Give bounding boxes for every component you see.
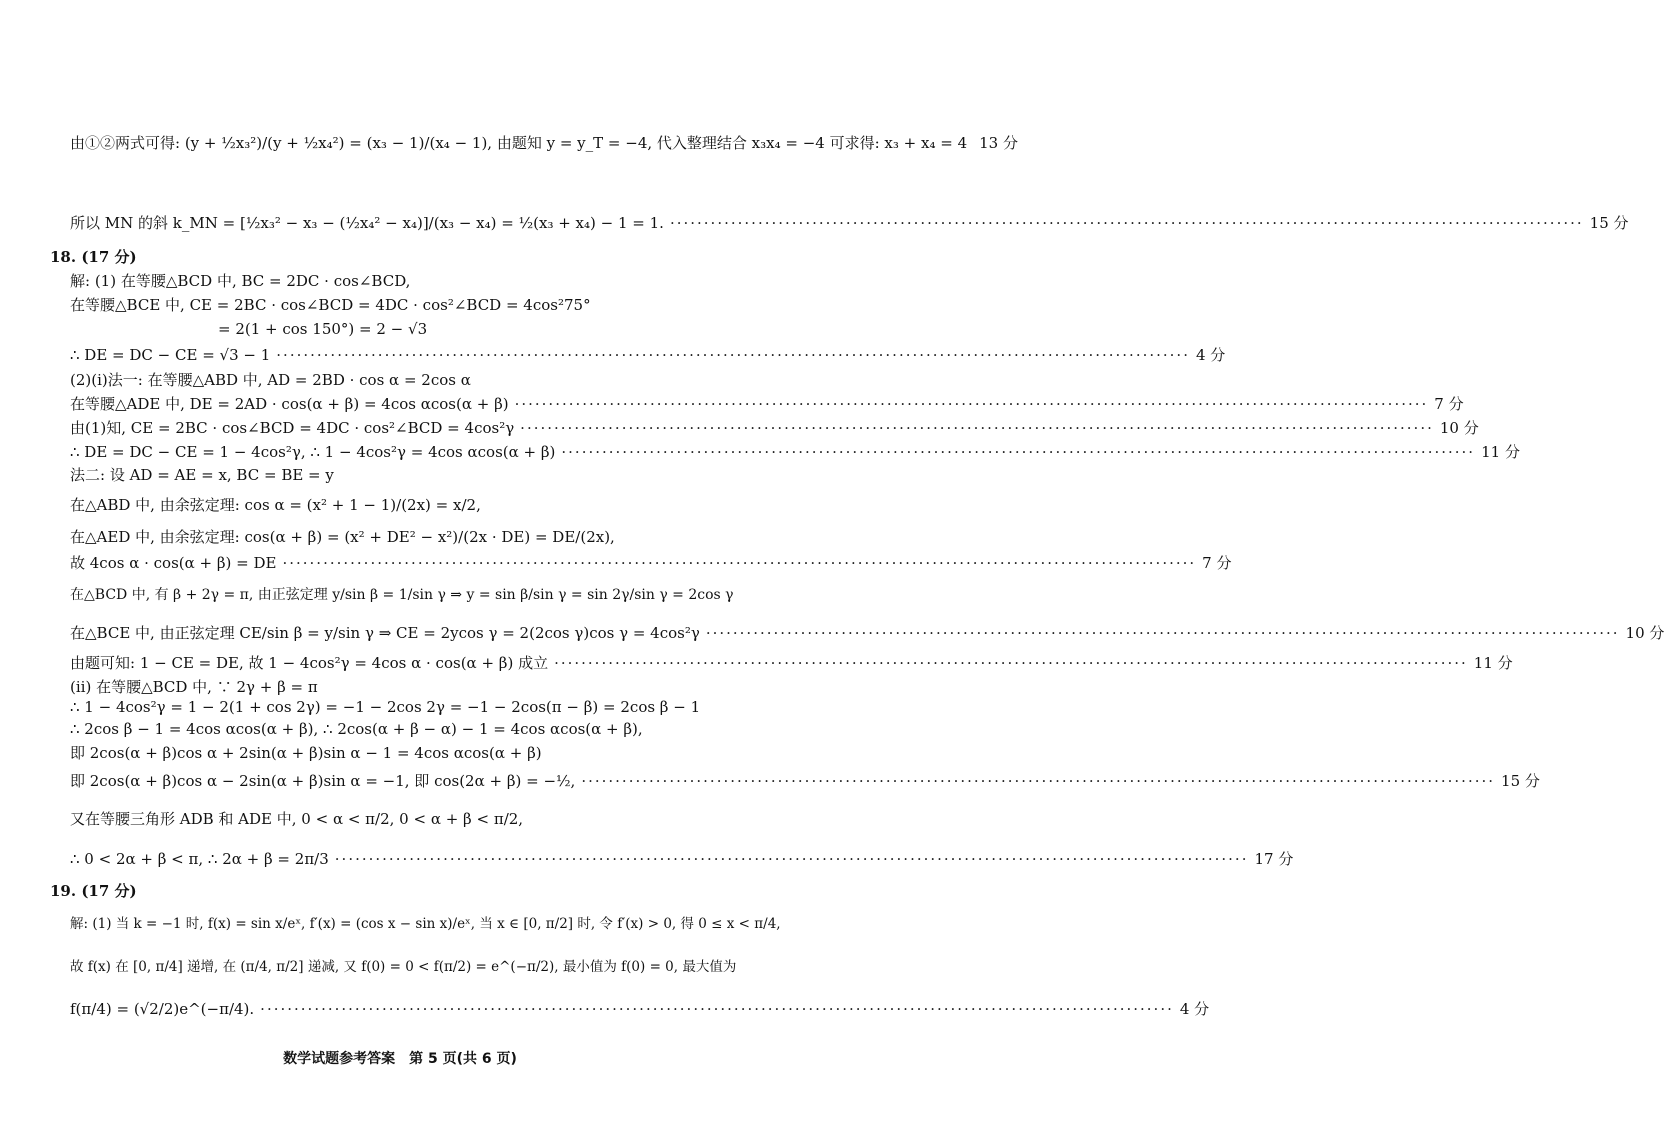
- leader-dots: [554, 654, 1468, 672]
- leader-dots: [561, 443, 1475, 461]
- line-29: f(π/4) = (√2/2)e^(−π/4). ····· 4 分: [70, 998, 756, 1019]
- leader-dots: [276, 346, 1190, 364]
- page-footer: 数学试题参考答案 第 5 页(共 6 页): [283, 1051, 517, 1067]
- line-4: 解: (1) 在等腰△BCD 中, BC = 2DC · cos∠BCD,: [70, 272, 411, 290]
- line-19: (ⅱ) 在等腰△BCD 中, ∵ 2γ + β = π: [70, 678, 318, 696]
- line-18: 由题可知: 1 − CE = DE, 故 1 − 4cos²γ = 4cos α · cos(α + β) 成立 ····· 11 分: [70, 652, 756, 673]
- line-20: ∴ 1 − 4cos²γ = 1 − 2(1 + cos 2γ) = −1 − 2cos 2γ = −1 − 2cos(π − β) = 2cos β − 1: [70, 698, 701, 716]
- line-17: 在△BCE 中, 由正弦定理 CE/sin β = y/sin γ ⇒ CE = 2ycos γ = 2(2cos γ)cos γ = 4cos²γ ····· 10 分: [70, 622, 756, 643]
- line-22: 即 2cos(α + β)cos α + 2sin(α + β)sin α − 1 = 4cos αcos(α + β): [70, 744, 542, 762]
- line-25: ∴ 0 < 2α + β < π, ∴ 2α + β = 2π/3 ····· 17 分: [70, 848, 756, 869]
- question-18-header: 18. (17 分): [50, 248, 137, 266]
- line-9: 在等腰△ADE 中, DE = 2AD · cos(α + β) = 4cos αcos(α + β) ····· 7 分: [70, 393, 756, 414]
- leader-dots: [520, 419, 1434, 437]
- leader-dots: [282, 554, 1196, 572]
- leader-dots: [515, 395, 1429, 413]
- line-21: ∴ 2cos β − 1 = 4cos αcos(α + β), ∴ 2cos(α + β − α) − 1 = 4cos αcos(α + β),: [70, 720, 643, 738]
- leader-dots: [706, 624, 1620, 642]
- line-7: ∴ DE = DC − CE = √3 − 1 ····· 4 分: [70, 344, 756, 365]
- line-16: 在△BCD 中, 有 β + 2γ = π, 由正弦定理 y/sin β = 1/sin γ ⇒ y = sin β/sin γ = sin 2γ/sin γ = 2cos γ: [70, 587, 734, 603]
- line-6: = 2(1 + cos 150°) = 2 − √3: [218, 320, 428, 338]
- leader-dots: [670, 214, 1584, 232]
- line-13: 在△ABD 中, 由余弦定理: cos α = (x² + 1 − 1)/(2x) = x/2,: [70, 496, 481, 514]
- line-27: 解: (1) 当 k = −1 时, f(x) = sin x/eˣ, f′(x) = (cos x − sin x)/eˣ, 当 x ∈ [0, π/2] 时, 令 f′(x) > 0, 得 0 ≤ x < π/4,: [70, 916, 781, 932]
- leader-dots: [260, 1000, 1174, 1018]
- line-1: 由①②两式可得: (y + ½x₃²)/(y + ½x₄²) = (x₃ − 1)/(x₄ − 1), 由题知 y = y_T = −4, 代入整理结合 x₃x₄ = −4 可求得: x₃ + x₄ = 4 13 分: [70, 134, 1018, 152]
- line-10: 由(1)知, CE = 2BC · cos∠BCD = 4DC · cos²∠BCD = 4cos²γ ····· 10 分: [70, 417, 756, 438]
- line-23: 即 2cos(α + β)cos α − 2sin(α + β)sin α = −1, 即 cos(2α + β) = −½, ····· 15 分: [70, 770, 756, 791]
- leader-dots: [581, 772, 1495, 790]
- line-5: 在等腰△BCE 中, CE = 2BC · cos∠BCD = 4DC · cos²∠BCD = 4cos²75°: [70, 296, 591, 314]
- question-19-header: 19. (17 分): [50, 882, 137, 900]
- line-15: 故 4cos α · cos(α + β) = DE ····· 7 分: [70, 552, 756, 573]
- line-8: (2)(ⅰ)法一: 在等腰△ABD 中, AD = 2BD · cos α = 2cos α: [70, 371, 471, 389]
- line-24: 又在等腰三角形 ADB 和 ADE 中, 0 < α < π/2, 0 < α + β < π/2,: [70, 810, 524, 828]
- line-14: 在△AED 中, 由余弦定理: cos(α + β) = (x² + DE² − x²)/(2x · DE) = DE/(2x),: [70, 528, 615, 546]
- line-28: 故 f(x) 在 [0, π/4] 递增, 在 (π/4, π/2] 递减, 又 f(0) = 0 < f(π/2) = e^(−π/2), 最小值为 f(0) = 0, 最大值为: [70, 959, 737, 975]
- line-11: ∴ DE = DC − CE = 1 − 4cos²γ, ∴ 1 − 4cos²γ = 4cos αcos(α + β) ····· 11 分: [70, 441, 756, 462]
- leader-dots: [335, 850, 1249, 868]
- line-2: 所以 MN 的斜 k_MN = [½x₃² − x₃ − (½x₄² − x₄)]/(x₃ − x₄) = ½(x₃ + x₄) − 1 = 1. ····· 15 分: [70, 212, 756, 233]
- line-12: 法二: 设 AD = AE = x, BC = BE = y: [70, 466, 334, 484]
